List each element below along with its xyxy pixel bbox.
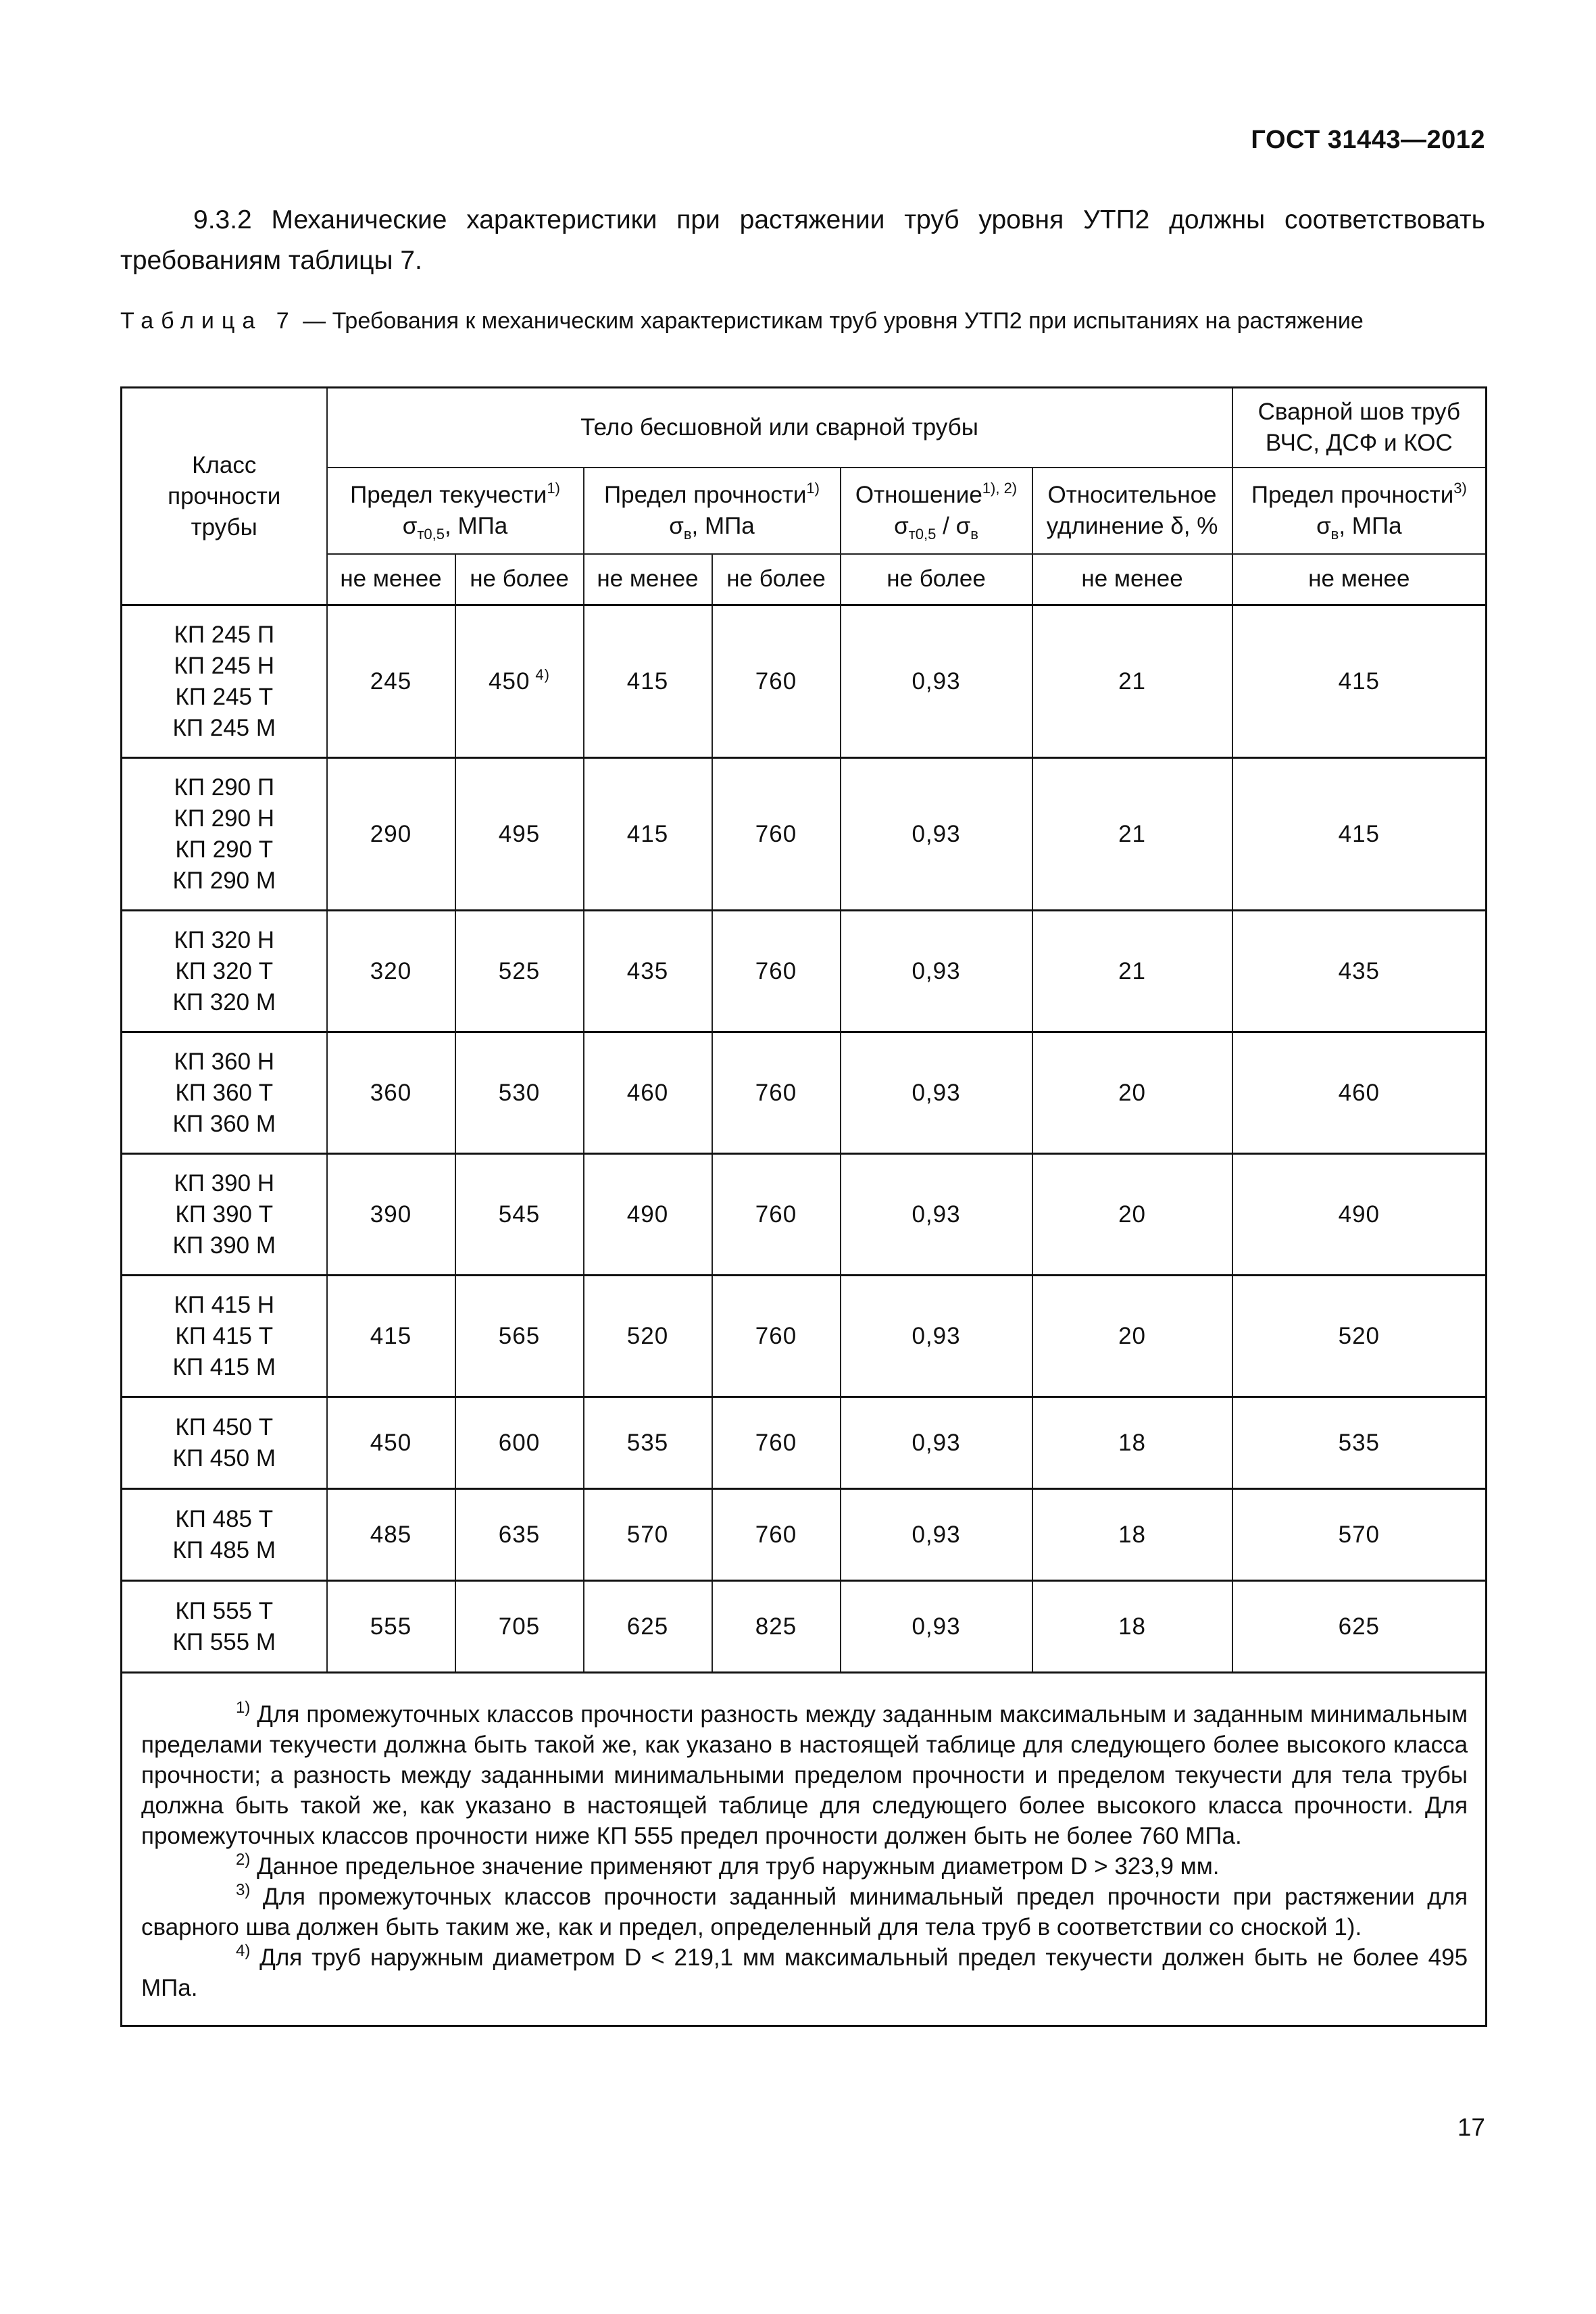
ratio-separator: / σ: [936, 512, 971, 539]
tensile-unit: , МПа: [691, 512, 755, 539]
tensile-min-header: не менее: [584, 554, 712, 605]
document-code: ГОСТ 31443—2012: [1251, 126, 1485, 154]
footnote-4: [141, 1942, 1468, 2003]
strength-class-label: КП 245 М: [172, 714, 276, 741]
elongation-cell-value: 18: [1118, 1521, 1146, 1548]
weld-tensile-cell-value: 490: [1338, 1201, 1380, 1228]
footnote-mark: 4): [236, 1942, 251, 1960]
strength-class-label: КП 555 М: [172, 1628, 276, 1655]
yield-max-cell: [455, 1397, 584, 1489]
strength-class-cell: [122, 1397, 327, 1489]
table-body: [122, 605, 1487, 1673]
header-pipe-body-group: Тело бесшовной или сварной трубы: [327, 388, 1232, 468]
footnote-mark: 2): [236, 1851, 251, 1869]
footnote-text: Для промежуточных классов прочности заданный минимальный предел прочности при растяжении для сварного шва должен быть таким же, как и предел, определенный для тела труб в соответствии со сноской 1).: [141, 1884, 1468, 1940]
header-weld-tensile: [1232, 468, 1487, 554]
ratio-cell-value: 0,93: [912, 668, 961, 695]
strength-class-label: КП 390 Н: [174, 1169, 275, 1197]
table-caption: [120, 305, 1485, 337]
tensile-max-cell: [712, 1276, 841, 1397]
yield-symbol: σ: [402, 512, 418, 539]
elongation-cell-value: 18: [1118, 1429, 1146, 1456]
footnote-mark: 4): [535, 665, 550, 683]
tensile-min-cell-value: 570: [626, 1521, 669, 1548]
ratio-cell: [841, 1032, 1032, 1154]
elongation-cell: [1032, 1154, 1232, 1276]
table-row: [122, 911, 1487, 1032]
requirements-table: [120, 386, 1487, 2027]
strength-class-label: КП 320 Н: [174, 926, 275, 953]
yield-min-cell-value: 555: [370, 1613, 412, 1640]
strength-class-label: КП 290 М: [172, 867, 276, 894]
yield-max-cell-value: 565: [498, 1322, 541, 1349]
tensile-max-cell: [712, 1581, 841, 1673]
ratio-footnote-mark: 1), 2): [982, 479, 1018, 497]
weld-tensile-cell: [1232, 605, 1487, 758]
ratio-cell-value: 0,93: [912, 820, 961, 847]
elongation-cell-value: 20: [1118, 1201, 1146, 1228]
yield-min-cell: [327, 758, 455, 911]
weld-tensile-cell-value: 415: [1338, 820, 1380, 847]
weld-tensile-cell-value: 625: [1338, 1613, 1380, 1640]
weld-tensile-cell: [1232, 1154, 1487, 1276]
yield-max-cell: [455, 1032, 584, 1154]
header-tensile-strength: [584, 468, 841, 554]
yield-min-cell: [327, 1032, 455, 1154]
elongation-label-line2: удлинение δ, %: [1046, 512, 1218, 539]
ratio-den-subscript: в: [970, 525, 978, 543]
ratio-cell-value: 0,93: [912, 1429, 961, 1456]
strength-class-cell: [122, 911, 327, 1032]
tensile-symbol: σ: [669, 512, 684, 539]
strength-class-label: КП 415 Т: [175, 1322, 274, 1349]
tensile-min-cell-value: 460: [626, 1079, 669, 1106]
yield-footnote-mark: 1): [547, 479, 560, 497]
table-caption-label: Таблица 7: [120, 308, 297, 334]
yield-subscript: т0,5: [417, 525, 445, 543]
footnote-mark: 3): [236, 1881, 251, 1899]
strength-class-label: КП 415 Н: [174, 1291, 275, 1318]
weld-tensile-cell: [1232, 758, 1487, 911]
yield-max-cell: [455, 758, 584, 911]
ratio-cell: [841, 605, 1032, 758]
tensile-min-cell: [584, 605, 712, 758]
footnote-text: Данное предельное значение применяют для труб наружным диаметром D > 323,9 мм.: [250, 1853, 1220, 1880]
strength-class-label: КП 290 Н: [174, 805, 275, 832]
tensile-min-cell-value: 435: [626, 957, 669, 984]
yield-min-cell-value: 360: [370, 1079, 412, 1106]
yield-min-cell: [327, 1276, 455, 1397]
weld-tensile-cell-value: 520: [1338, 1322, 1380, 1349]
tensile-max-cell: [712, 1397, 841, 1489]
weld-tensile-cell-value: 435: [1338, 957, 1380, 984]
yield-min-cell-value: 320: [370, 957, 412, 984]
weld-tensile-label: Предел прочности: [1251, 481, 1454, 508]
tensile-max-cell-value: 760: [755, 1322, 797, 1349]
yield-max-cell-value: 705: [498, 1613, 541, 1640]
yield-min-cell: [327, 1397, 455, 1489]
tensile-max-cell-value: 760: [755, 1521, 797, 1548]
elongation-cell: [1032, 1397, 1232, 1489]
elongation-cell-value: 20: [1118, 1322, 1146, 1349]
elongation-cell: [1032, 758, 1232, 911]
tensile-max-cell: [712, 1489, 841, 1581]
intro-paragraph: 9.3.2 Механические характеристики при растяжении труб уровня УТП2 должны соответствовать требованиям таблицы 7.: [120, 205, 1485, 275]
ratio-cell: [841, 1154, 1032, 1276]
yield-max-cell: [455, 605, 584, 758]
yield-max-cell: [455, 911, 584, 1032]
weld-tensile-cell: [1232, 1276, 1487, 1397]
footnote-mark: 1): [236, 1699, 251, 1717]
elongation-cell-value: 21: [1118, 820, 1146, 847]
strength-class-cell: [122, 1489, 327, 1581]
tensile-min-cell-value: 490: [626, 1201, 669, 1228]
weld-subscript: в: [1330, 525, 1339, 543]
yield-max-cell-value: 600: [498, 1429, 541, 1456]
tensile-min-cell-value: 415: [626, 668, 669, 695]
weld-tensile-cell-value: 460: [1338, 1079, 1380, 1106]
weld-tensile-cell: [1232, 1489, 1487, 1581]
strength-class-label: КП 390 Т: [175, 1201, 274, 1228]
tensile-max-cell-value: 760: [755, 1429, 797, 1456]
elongation-cell: [1032, 1489, 1232, 1581]
weld-tensile-cell: [1232, 1032, 1487, 1154]
strength-class-label: КП 360 Т: [175, 1079, 274, 1106]
header-ratio: [841, 468, 1032, 554]
yield-min-cell: [327, 1154, 455, 1276]
strength-class-label: КП 450 М: [172, 1444, 276, 1472]
elongation-cell-value: 20: [1118, 1079, 1146, 1106]
yield-max-cell: [455, 1581, 584, 1673]
header-weld-group: Сварной шов труб ВЧС, ДСФ и КОС: [1232, 388, 1487, 468]
yield-max-cell: [455, 1276, 584, 1397]
yield-min-cell: [327, 605, 455, 758]
strength-class-label: КП 320 М: [172, 988, 276, 1015]
tensile-label: Предел прочности: [604, 481, 807, 508]
ratio-cell-value: 0,93: [912, 957, 961, 984]
strength-class-label: КП 290 Т: [175, 836, 274, 863]
table-row: [122, 1581, 1487, 1673]
tensile-max-cell: [712, 1032, 841, 1154]
header-yield-strength: [327, 468, 584, 554]
tensile-max-cell: [712, 911, 841, 1032]
ratio-cell-value: 0,93: [912, 1521, 961, 1548]
page-number: 17: [1457, 2113, 1485, 2141]
tensile-min-cell-value: 535: [626, 1429, 669, 1456]
strength-class-label: КП 360 Н: [174, 1048, 275, 1075]
header-elongation: [1032, 468, 1232, 554]
tensile-max-cell-value: 760: [755, 957, 797, 984]
tensile-subscript: в: [683, 525, 692, 543]
elongation-cell: [1032, 1276, 1232, 1397]
yield-unit: , МПа: [445, 512, 508, 539]
yield-max-cell: [455, 1489, 584, 1581]
strength-class-label: КП 245 Т: [175, 683, 274, 710]
footnote-3: [141, 1882, 1468, 1942]
strength-class-label: КП 450 Т: [175, 1413, 274, 1440]
strength-class-label: КП 485 Т: [175, 1505, 274, 1532]
tensile-min-cell: [584, 758, 712, 911]
tensile-min-cell-value: 520: [626, 1322, 669, 1349]
elongation-cell: [1032, 1581, 1232, 1673]
weld-footnote-mark: 3): [1453, 479, 1467, 497]
tensile-max-cell: [712, 605, 841, 758]
strength-class-label: КП 320 Т: [175, 957, 274, 984]
yield-min-cell-value: 415: [370, 1322, 412, 1349]
strength-class-label: КП 245 П: [174, 621, 275, 648]
table-row: [122, 758, 1487, 911]
elongation-cell-value: 21: [1118, 668, 1146, 695]
elongation-cell: [1032, 605, 1232, 758]
strength-class-label: КП 485 М: [172, 1536, 276, 1563]
tensile-max-header: не более: [712, 554, 841, 605]
strength-class-label: КП 415 М: [172, 1353, 276, 1380]
yield-max-cell: [455, 1154, 584, 1276]
elongation-cell-value: 18: [1118, 1613, 1146, 1640]
ratio-cell: [841, 758, 1032, 911]
ratio-max-header: не более: [841, 554, 1032, 605]
tensile-max-cell: [712, 758, 841, 911]
yield-max-cell-value: 545: [498, 1201, 541, 1228]
yield-min-cell-value: 245: [370, 668, 412, 695]
tensile-min-cell-value: 415: [626, 820, 669, 847]
tensile-min-cell-value: 625: [626, 1613, 669, 1640]
weld-tensile-cell-value: 570: [1338, 1521, 1380, 1548]
table-row: [122, 1397, 1487, 1489]
ratio-cell: [841, 1489, 1032, 1581]
tensile-max-cell-value: 760: [755, 1079, 797, 1106]
yield-label: Предел текучести: [350, 481, 547, 508]
ratio-cell: [841, 1397, 1032, 1489]
tensile-min-cell: [584, 1489, 712, 1581]
yield-max-header: не более: [455, 554, 584, 605]
tensile-min-cell: [584, 1581, 712, 1673]
strength-class-label: КП 360 М: [172, 1110, 276, 1137]
weld-tensile-cell-value: 415: [1338, 668, 1380, 695]
yield-max-cell-value: 525: [498, 957, 541, 984]
tensile-footnote-mark: 1): [806, 479, 820, 497]
elongation-cell: [1032, 911, 1232, 1032]
strength-class-label: КП 555 Т: [175, 1597, 274, 1624]
ratio-cell-value: 0,93: [912, 1201, 961, 1228]
tensile-min-cell: [584, 1032, 712, 1154]
requirements-table-wrap: [120, 386, 1485, 2027]
table-row: [122, 1276, 1487, 1397]
weld-tensile-cell: [1232, 911, 1487, 1032]
strength-class-cell: [122, 1154, 327, 1276]
footnote-2: [141, 1851, 1468, 1882]
ratio-num-symbol: σ: [894, 512, 909, 539]
strength-class-label: КП 245 Н: [174, 652, 275, 679]
footnote-text: Для труб наружным диаметром D < 219,1 мм максимальный предел текучести должен быть не более 495 МПа.: [141, 1944, 1468, 2001]
yield-min-cell-value: 485: [370, 1521, 412, 1548]
elongation-cell-value: 21: [1118, 957, 1146, 984]
tensile-min-cell: [584, 1154, 712, 1276]
ratio-cell: [841, 1276, 1032, 1397]
yield-min-cell: [327, 1581, 455, 1673]
table-row: [122, 605, 1487, 758]
table-row: [122, 1154, 1487, 1276]
tensile-max-cell-value: 760: [755, 1201, 797, 1228]
weld-tensile-cell-value: 535: [1338, 1429, 1380, 1456]
ratio-cell: [841, 1581, 1032, 1673]
yield-min-cell: [327, 1489, 455, 1581]
weld-tensile-cell: [1232, 1397, 1487, 1489]
table-caption-text: — Требования к механическим характеристикам труб уровня УТП2 при испытаниях на растяжение: [296, 308, 1364, 334]
ratio-cell: [841, 911, 1032, 1032]
elongation-label: Относительное: [1047, 481, 1217, 508]
footnote-1: [141, 1699, 1468, 1851]
yield-min-cell: [327, 911, 455, 1032]
tensile-max-cell: [712, 1154, 841, 1276]
ratio-cell-value: 0,93: [912, 1079, 961, 1106]
yield-max-cell-value: 495: [498, 820, 541, 847]
footnote-text: Для промежуточных классов прочности разность между заданным максимальным и заданным минимальным пределами текучести должна быть такой же, как указано в настоящей таблице для следующего более высокого класса прочности; а разность между заданными минимальными пределом прочности и пределом текучести для тела трубы должна быть такой же, как указано в настоящей таблице для следующего более высокого класса прочности. Для промежуточных классов прочности ниже КП 555 предел прочности должен быть не более 760 МПа.: [141, 1701, 1468, 1849]
table-row: [122, 1489, 1487, 1581]
yield-max-cell-value: 450: [489, 668, 530, 695]
yield-min-cell-value: 290: [370, 820, 412, 847]
ratio-cell-value: 0,93: [912, 1322, 961, 1349]
header-strength-class: Класс прочности трубы: [122, 388, 327, 605]
table-row: [122, 1032, 1487, 1154]
yield-min-header: не менее: [327, 554, 455, 605]
ratio-label: Отношение: [855, 481, 982, 508]
strength-class-cell: [122, 605, 327, 758]
yield-max-cell-value: 530: [498, 1079, 541, 1106]
yield-min-cell-value: 390: [370, 1201, 412, 1228]
ratio-num-subscript: т0,5: [908, 525, 937, 543]
strength-class-cell: [122, 758, 327, 911]
strength-class-cell: [122, 1032, 327, 1154]
tensile-max-cell-value: 760: [755, 668, 797, 695]
yield-max-cell-value: 635: [498, 1521, 541, 1548]
elongation-cell: [1032, 1032, 1232, 1154]
weld-unit: , МПа: [1339, 512, 1402, 539]
strength-class-label: КП 290 П: [174, 774, 275, 801]
tensile-max-cell-value: 825: [755, 1613, 797, 1640]
yield-min-cell-value: 450: [370, 1429, 412, 1456]
weld-symbol: σ: [1316, 512, 1331, 539]
table-footnotes: [122, 1673, 1487, 2026]
tensile-min-cell: [584, 1276, 712, 1397]
tensile-min-cell: [584, 911, 712, 1032]
strength-class-cell: [122, 1276, 327, 1397]
weld-min-header: не менее: [1232, 554, 1487, 605]
strength-class-label: КП 390 М: [172, 1232, 276, 1259]
elongation-min-header: не менее: [1032, 554, 1232, 605]
ratio-cell-value: 0,93: [912, 1613, 961, 1640]
tensile-min-cell: [584, 1397, 712, 1489]
strength-class-cell: [122, 1581, 327, 1673]
weld-tensile-cell: [1232, 1581, 1487, 1673]
tensile-max-cell-value: 760: [755, 820, 797, 847]
